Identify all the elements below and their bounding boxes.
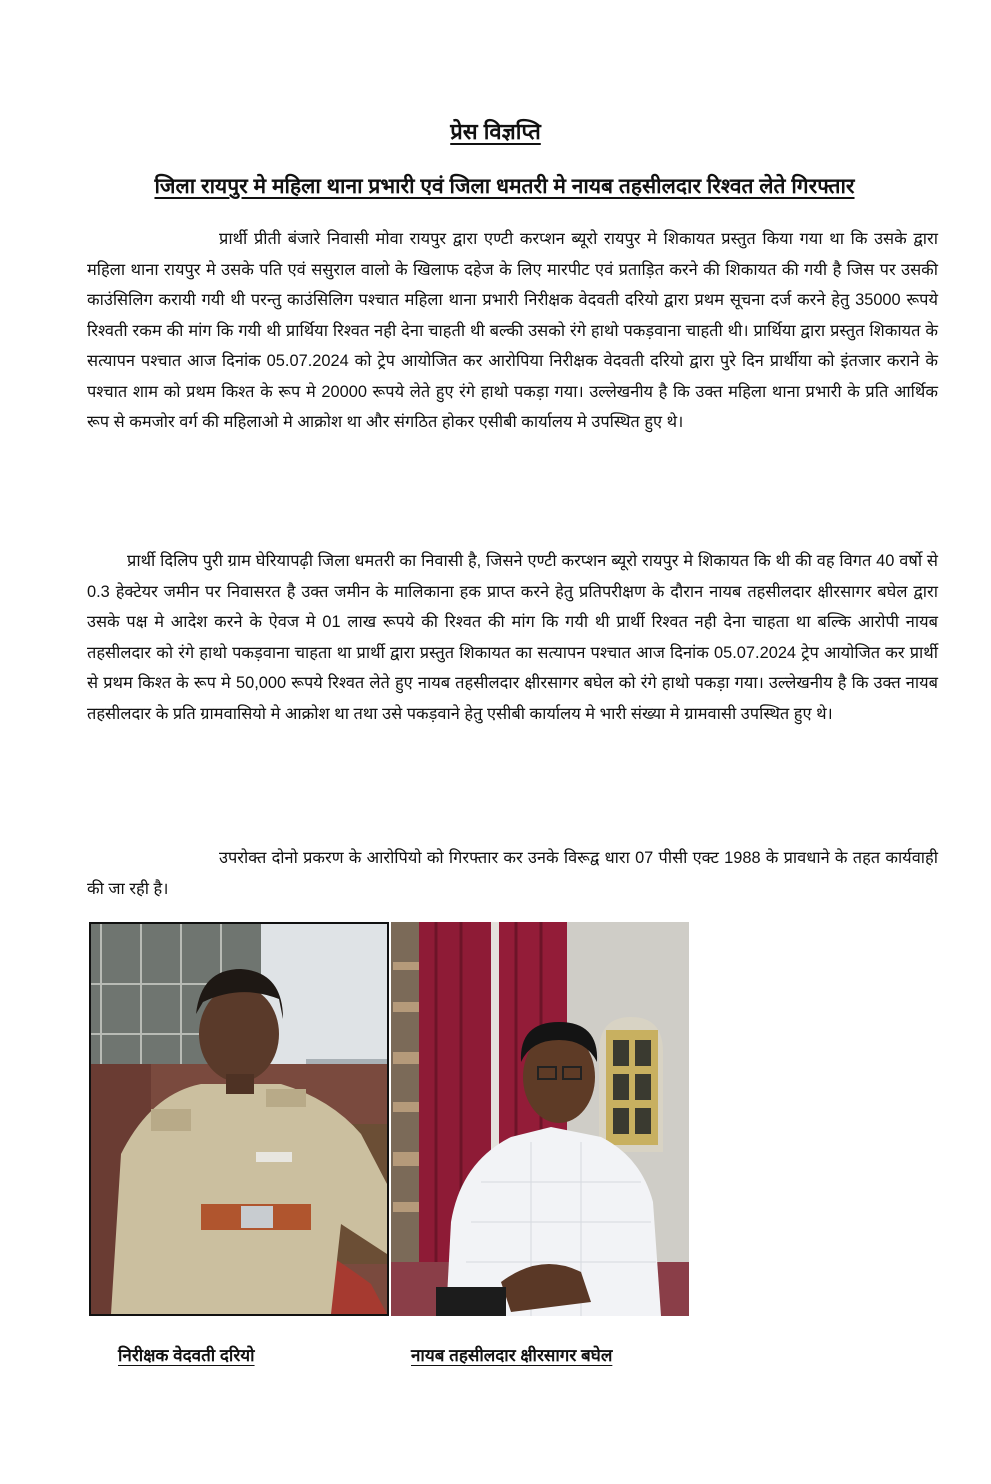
paragraph-3: उपरोक्त दोनो प्रकरण के आरोपियो को गिरफ्तार कर उनके विरूद्व धारा 07 पीसी एक्ट 1988 के प्रावधाने के तहत कार्यवाही की जा रही है। <box>87 849 938 898</box>
photo-naib-tahsildar-illustration <box>391 922 689 1316</box>
headline <box>87 172 922 200</box>
photo-inspector-illustration <box>91 924 387 1314</box>
paragraph-2: प्रार्थी दिलिप पुरी ग्राम घेरियापढ़ी जिला धमतरी का निवासी है, जिसने एण्टी करप्शन ब्यूरो रायपुर मे शिकायत कि थी की वह विगत 40 वर्षो से 0.3 हेक्टेयर जमीन पर निवासरत है उक्त जमीन के मालिकाना हक प्राप्त करने हेतु प्रतिपरीक्षण के दौरान नायब तहसीलदार क्षीरसागर बघेल द्वारा उसके पक्ष मे आदेश करने के ऐवज मे 01 लाख रूपये की रिश्वत की मांग कि गयी थी प्रार्थी रिश्वत नही देना चाहता था बल्कि आरोपी नायब तहसीलदार को रंगे हाथो पकड़वाना चाहता था प्रार्थी द्वारा प्रस्तुत शिकायत का सत्यापन पश्चात आज दिनांक 05.07.2024 ट्रेप आयोजित कर प्रार्थी से प्रथम किश्त के रूप मे 50,000 रूपये रिश्वत लेते हुए नायब तहसीलदार क्षीरसागर बघेल को रंगे हाथो पकड़ा गया। उल्लेखनीय है कि उक्त नायब तहसीलदार के प्रति ग्रामवासियो मे आक्रोश था तथा उसे पकड़वाने हेतु एसीबी कार्यालय मे भारी संख्या मे ग्रामवासी उपस्थित हुए थे। <box>87 552 939 723</box>
headline-text: जिला रायपुर मे महिला थाना प्रभारी एवं जिला धमतरी मे नायब तहसीलदार रिश्वत लेते गिरफ्तार <box>154 175 855 198</box>
photo-inspector <box>89 922 389 1316</box>
caption-inspector: निरीक्षक वेदवती दरियो <box>118 1346 255 1365</box>
caption-naib-tahsildar: नायब तहसीलदार क्षीरसागर बघेल <box>411 1346 613 1365</box>
press-release-title <box>0 116 991 146</box>
photo-naib-tahsildar <box>391 922 689 1316</box>
photo-panel <box>89 922 689 1316</box>
title-text: प्रेस विज्ञप्ति <box>450 119 541 144</box>
paragraph-1: प्रार्थी प्रीती बंजारे निवासी मोवा रायपुर द्वारा एण्टी करप्शन ब्यूरो रायपुर मे शिकायत प्रस्तुत किया गया था कि उसके द्वारा महिला थाना रायपुर मे उसके पति एवं ससुराल वालो के खिलाफ दहेज के लिए मारपीट एवं प्रताड़ित करने की शिकायत की गयी है जिस पर उसकी काउंसिलिग करायी गयी थी परन्तु काउंसिलिग पश्चात महिला थाना प्रभारी निरीक्षक वेदवती दरियो द्वारा प्रथम सूचना दर्ज करने हेतु 35000 रूपये रिश्वती रकम की मांग कि गयी थी प्रार्थिया रिश्वत नही देना चाहती थी बल्की उसको रंगे हाथो पकड़वाना चाहती थी। प्रार्थिया द्वारा प्रस्तुत शिकायत के सत्यापन पश्चात आज दिनांक 05.07.2024 को ट्रेप आयोजित कर आरोपिया निरीक्षक वेदवती दरियो द्वारा पुरे दिन प्रार्थीया को इंतजार कराने के पश्चात शाम को प्रथम किश्त के रूप मे 20000 रूपये लेते हुए रंगे हाथो पकड़ा गया। उल्लेखनीय है कि उक्त महिला थाना प्रभारी के प्रति आर्थिक रूप से कमजोर वर्ग की महिलाओ मे आक्रोश था और संगठित होकर एसीबी कार्यालय मे उपस्थित हुए थे। <box>87 230 938 431</box>
